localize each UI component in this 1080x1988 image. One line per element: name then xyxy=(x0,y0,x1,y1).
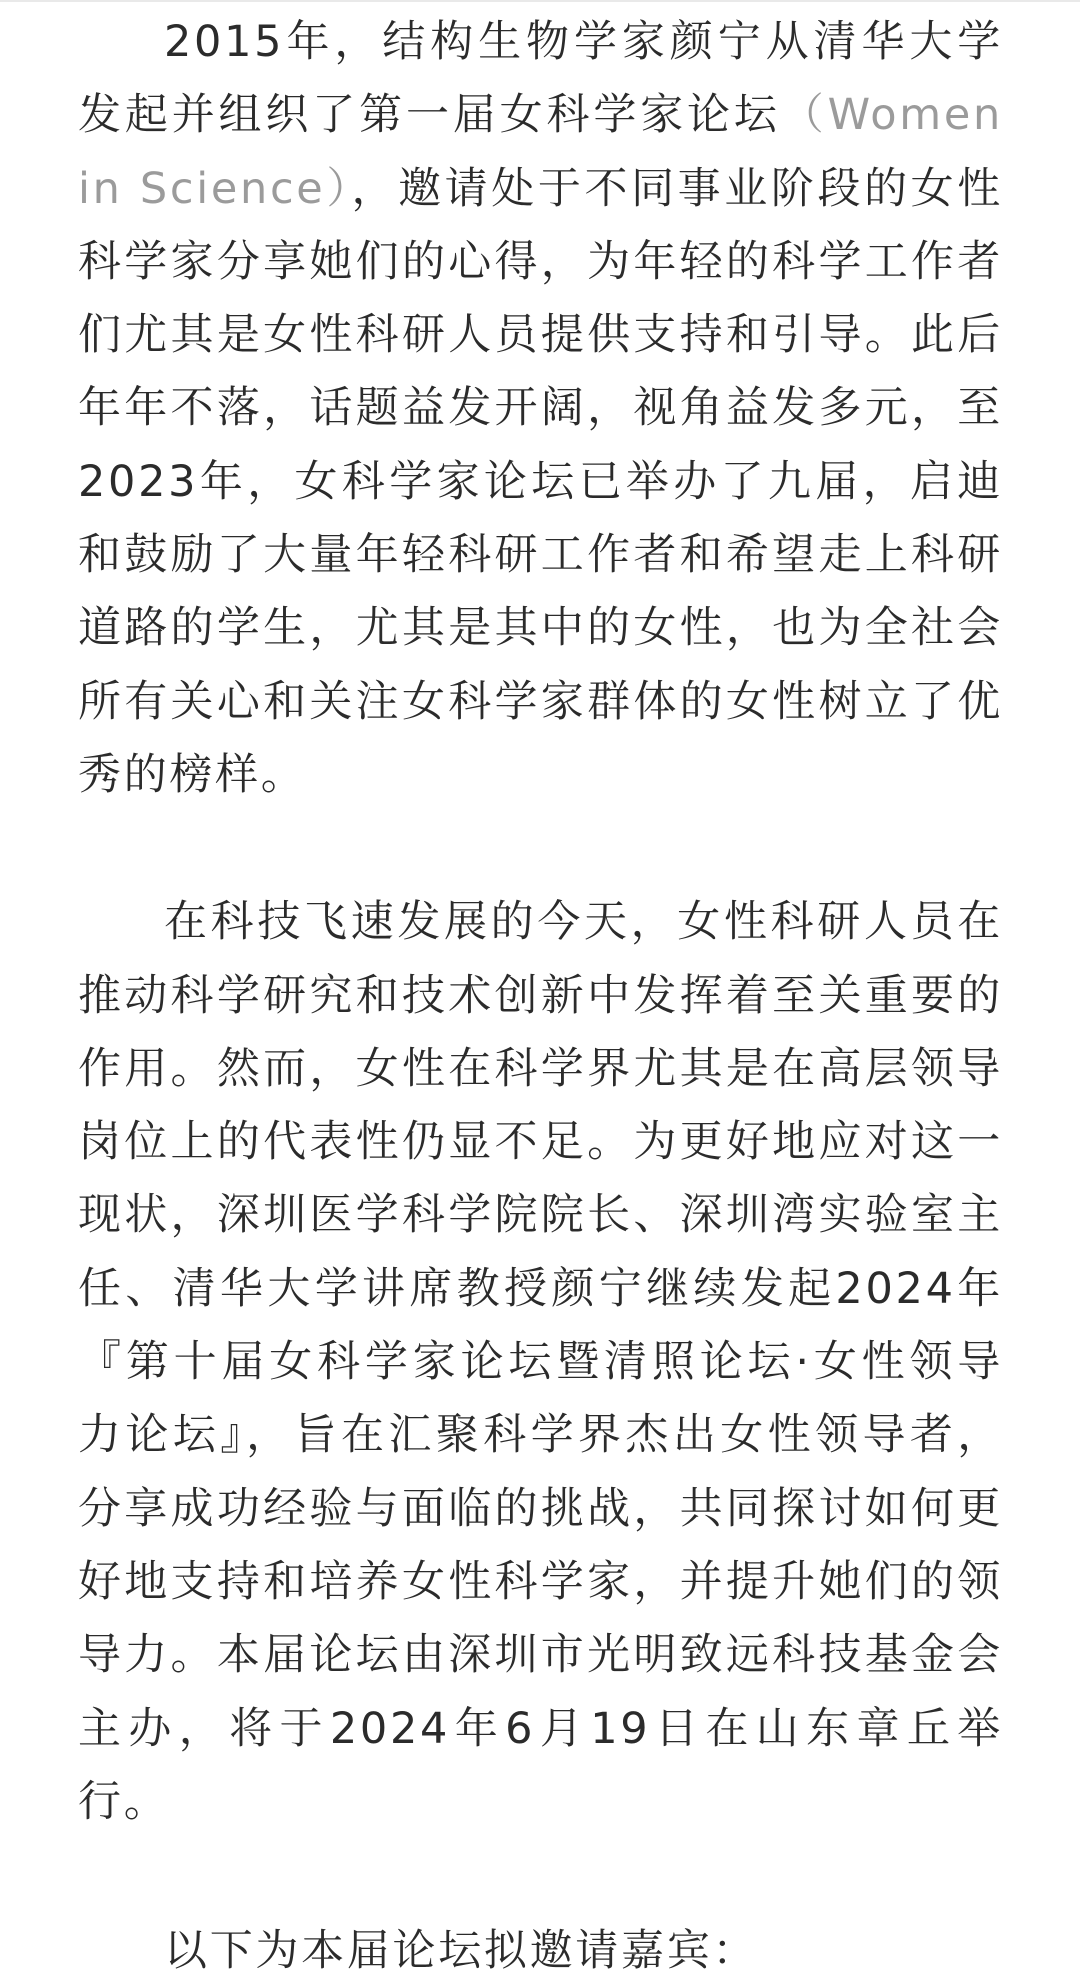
paragraph-forum-history xyxy=(78,6,1003,812)
paragraph-spacer xyxy=(78,1839,1003,1915)
paragraph-guests-intro: 以下为本届论坛拟邀请嘉宾： xyxy=(164,1926,759,1977)
top-divider xyxy=(0,0,1080,2)
paragraph-forum-history-text-end: ，邀请处于不同事业阶段的女性科学家分享她们的心得，为年轻的科学工作者们尤其是女性科研人员提供支持和引导。此后年年不落，话题益发开阔，视角益发多元，至2023年，女科学家论坛已举办了九届，启迪和鼓励了大量年轻科研工作者和希望走上科研道路的学生，尤其是其中的女性，也为全社会所有关心和关注女科学家群体的女性树立了优秀的榜样。 xyxy=(78,163,1003,800)
paragraph-tenth-forum: 在科技飞速发展的今天，女性科研人员在推动科学研究和技术创新中发挥着至关重要的作用。然而，女性在科学界尤其是在高层领导岗位上的代表性仍显不足。为更好地应对这一现状，深圳医学科学院院长、深圳湾实验室主任、清华大学讲席教授颜宁继续发起2024年『第十届女科学家论坛暨清照论坛·女性领导力论坛』，旨在汇聚科学界杰出女性领导者，分享成功经验与面临的挑战，共同探讨如何更好地支持和培养女性科学家，并提升她们的领导力。本届论坛由深圳市光明致远科技基金会主办，将于2024年6月19日在山东章丘举行。 xyxy=(78,897,1003,1827)
article-body xyxy=(78,6,1003,1988)
women-in-science-english-name: （Women in Science） xyxy=(78,90,1004,214)
paragraph-spacer xyxy=(78,812,1003,886)
paragraph-forum-history-text-start: 2015年，结构生物学家颜宁从清华大学发起并组织了第一届女科学家论坛 xyxy=(78,17,1003,141)
